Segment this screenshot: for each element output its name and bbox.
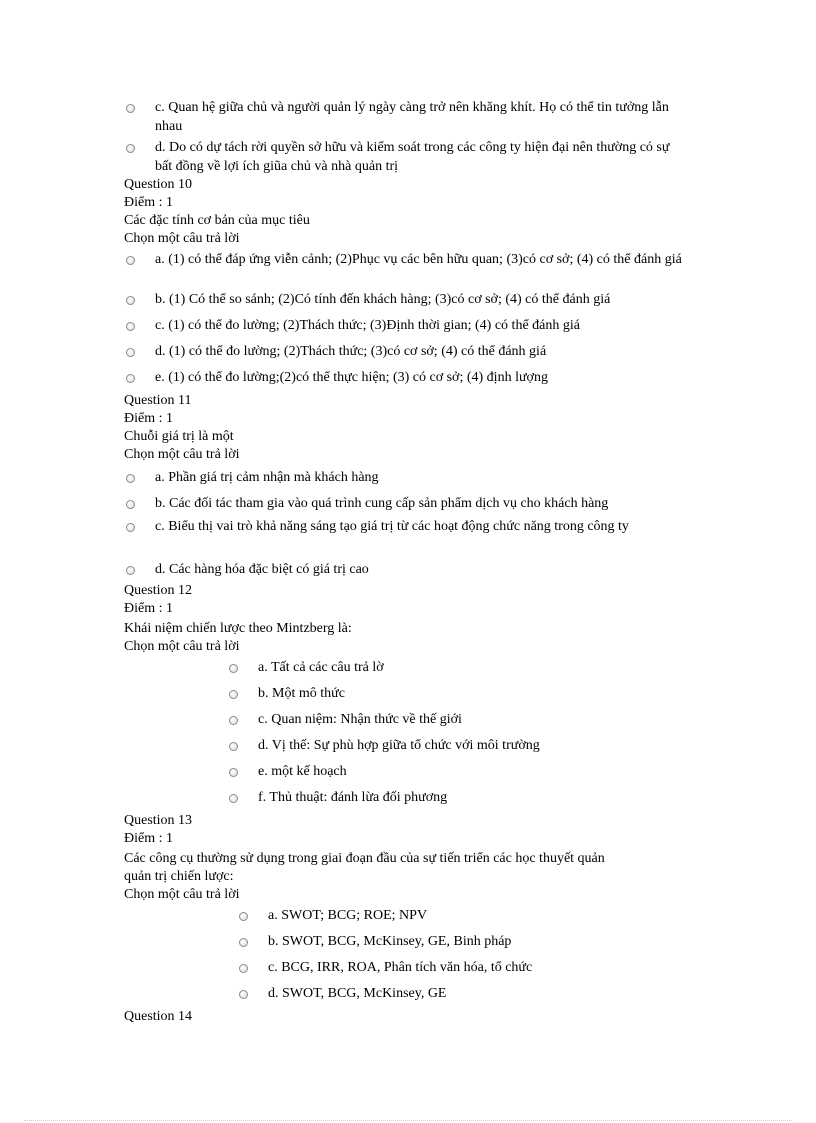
option-label: c. Biểu thị vai trò khả năng sáng tạo giá trị từ các hoạt động chức năng trong công ty [155, 519, 629, 534]
question-11-instruction: Chọn một câu trả lời [124, 447, 240, 462]
q12-option-d[interactable] [229, 736, 689, 755]
question-12-prompt: Khái niệm chiến lược theo Mintzberg là: [124, 621, 352, 636]
question-13-prompt-line-2: quản trị chiến lược: [124, 869, 234, 884]
radio-icon[interactable] [229, 794, 238, 803]
option-label: e. (1) có thể đo lường;(2)có thể thực hiện; (3) có cơ sở; (4) định lượng [155, 370, 548, 385]
radio-icon[interactable] [229, 690, 238, 699]
q12-option-f[interactable] [229, 788, 689, 807]
q11-option-a[interactable] [126, 468, 706, 487]
radio-icon[interactable] [239, 964, 248, 973]
radio-icon[interactable] [229, 716, 238, 725]
option-label: a. Phần giá trị cảm nhận mà khách hàng [155, 470, 379, 485]
radio-icon[interactable] [126, 374, 135, 383]
option-label: a. SWOT; BCG; ROE; NPV [268, 908, 428, 923]
question-10-header: Question 10 [124, 177, 193, 192]
radio-icon[interactable] [239, 912, 248, 921]
q12-option-b[interactable] [229, 684, 689, 703]
question-11-points: Điểm : 1 [124, 411, 173, 426]
radio-icon[interactable] [126, 474, 135, 483]
option-label: c. (1) có thể đo lường; (2)Thách thức; (3)Định thời gian; (4) có thể đánh giá [155, 318, 580, 333]
option-label: d. Do có dự tách rời quyền sở hữu và kiểm soát trong các công ty hiện đại nên thường có sự bất đồng về lợi ích giũa chủ và nhà quản trị [155, 140, 670, 174]
question-13-header: Question 13 [124, 813, 193, 828]
radio-icon[interactable] [126, 500, 135, 509]
question-11-prompt: Chuỗi giá trị là một [124, 429, 234, 444]
question-10-instruction: Chọn một câu trả lời [124, 231, 240, 246]
radio-icon[interactable] [126, 348, 135, 357]
radio-icon[interactable] [126, 566, 135, 575]
q10-option-e[interactable] [126, 368, 706, 387]
option-label: e. một kế hoạch [258, 764, 347, 779]
question-14-header: Question 14 [124, 1009, 193, 1024]
q10-option-c[interactable] [126, 316, 706, 335]
radio-icon[interactable] [229, 742, 238, 751]
q12-option-c[interactable] [229, 710, 689, 729]
radio-icon[interactable] [126, 144, 135, 153]
radio-icon[interactable] [126, 256, 135, 265]
option-label: b. Các đối tác tham gia vào quá trình cung cấp sản phẩm dịch vụ cho khách hàng [155, 496, 609, 511]
q12-option-e[interactable] [229, 762, 689, 781]
option-label: b. Một mô thức [258, 686, 345, 701]
q12-option-a[interactable] [229, 658, 689, 677]
option-label: d. Các hàng hóa đặc biệt có giá trị cao [155, 562, 369, 577]
radio-icon[interactable] [229, 768, 238, 777]
option-label: d. (1) có thể đo lường; (2)Thách thức; (3)có cơ sở; (4) có thể đánh giá [155, 344, 547, 359]
radio-icon[interactable] [239, 990, 248, 999]
question-10-prompt: Các đặc tính cơ bản của mục tiêu [124, 213, 310, 228]
q10-option-b[interactable] [126, 290, 706, 309]
option-label: a. Tất cả các câu trả lờ [258, 660, 384, 675]
option-label: c. BCG, IRR, ROA, Phân tích văn hóa, tổ chức [268, 960, 533, 975]
option-label: d. SWOT, BCG, McKinsey, GE [268, 986, 447, 1001]
question-13-prompt-line-1: Các công cụ thường sử dụng trong giai đoạn đầu của sự tiến triển các học thuyết quản [124, 851, 605, 866]
question-11-header: Question 11 [124, 393, 192, 408]
q11-option-c[interactable] [126, 517, 661, 536]
q11-option-b[interactable] [126, 494, 706, 513]
q11-option-d[interactable] [126, 560, 706, 579]
option-label: b. (1) Có thể so sánh; (2)Có tính đến khách hàng; (3)có cơ sở; (4) có thể đánh giá [155, 292, 611, 307]
question-12-instruction: Chọn một câu trả lời [124, 639, 240, 654]
radio-icon[interactable] [229, 664, 238, 673]
q9-option-c[interactable] [126, 98, 686, 136]
radio-icon[interactable] [126, 322, 135, 331]
option-label: c. Quan niệm: Nhận thức về thế giới [258, 712, 462, 727]
q13-option-d[interactable] [239, 984, 689, 1003]
page-bottom-divider [24, 1120, 792, 1121]
q13-option-a[interactable] [239, 906, 689, 925]
option-label: a. (1) có thể đáp ứng viễn cảnh; (2)Phục vụ các bên hữu quan; (3)có cơ sở; (4) có thể đánh giá [155, 252, 682, 267]
question-13-instruction: Chọn một câu trả lời [124, 887, 240, 902]
q10-option-d[interactable] [126, 342, 706, 361]
q13-option-c[interactable] [239, 958, 689, 977]
radio-icon[interactable] [126, 523, 135, 532]
question-12-header: Question 12 [124, 583, 193, 598]
option-label: f. Thủ thuật: đánh lừa đối phương [258, 790, 448, 805]
option-label: b. SWOT, BCG, McKinsey, GE, Binh pháp [268, 934, 512, 949]
question-10-points: Điểm : 1 [124, 195, 173, 210]
radio-icon[interactable] [126, 296, 135, 305]
radio-icon[interactable] [126, 104, 135, 113]
option-label: d. Vị thế: Sự phù hợp giữa tổ chức với môi trường [258, 738, 540, 753]
q10-option-a[interactable] [126, 250, 691, 269]
radio-icon[interactable] [239, 938, 248, 947]
option-label: c. Quan hệ giữa chủ và người quản lý ngày càng trở nên khăng khít. Họ có thể tin tưởng lẫn nhau [155, 100, 669, 134]
question-12-points: Điểm : 1 [124, 601, 173, 616]
q13-option-b[interactable] [239, 932, 689, 951]
q9-option-d[interactable] [126, 138, 686, 176]
question-13-points: Điểm : 1 [124, 831, 173, 846]
